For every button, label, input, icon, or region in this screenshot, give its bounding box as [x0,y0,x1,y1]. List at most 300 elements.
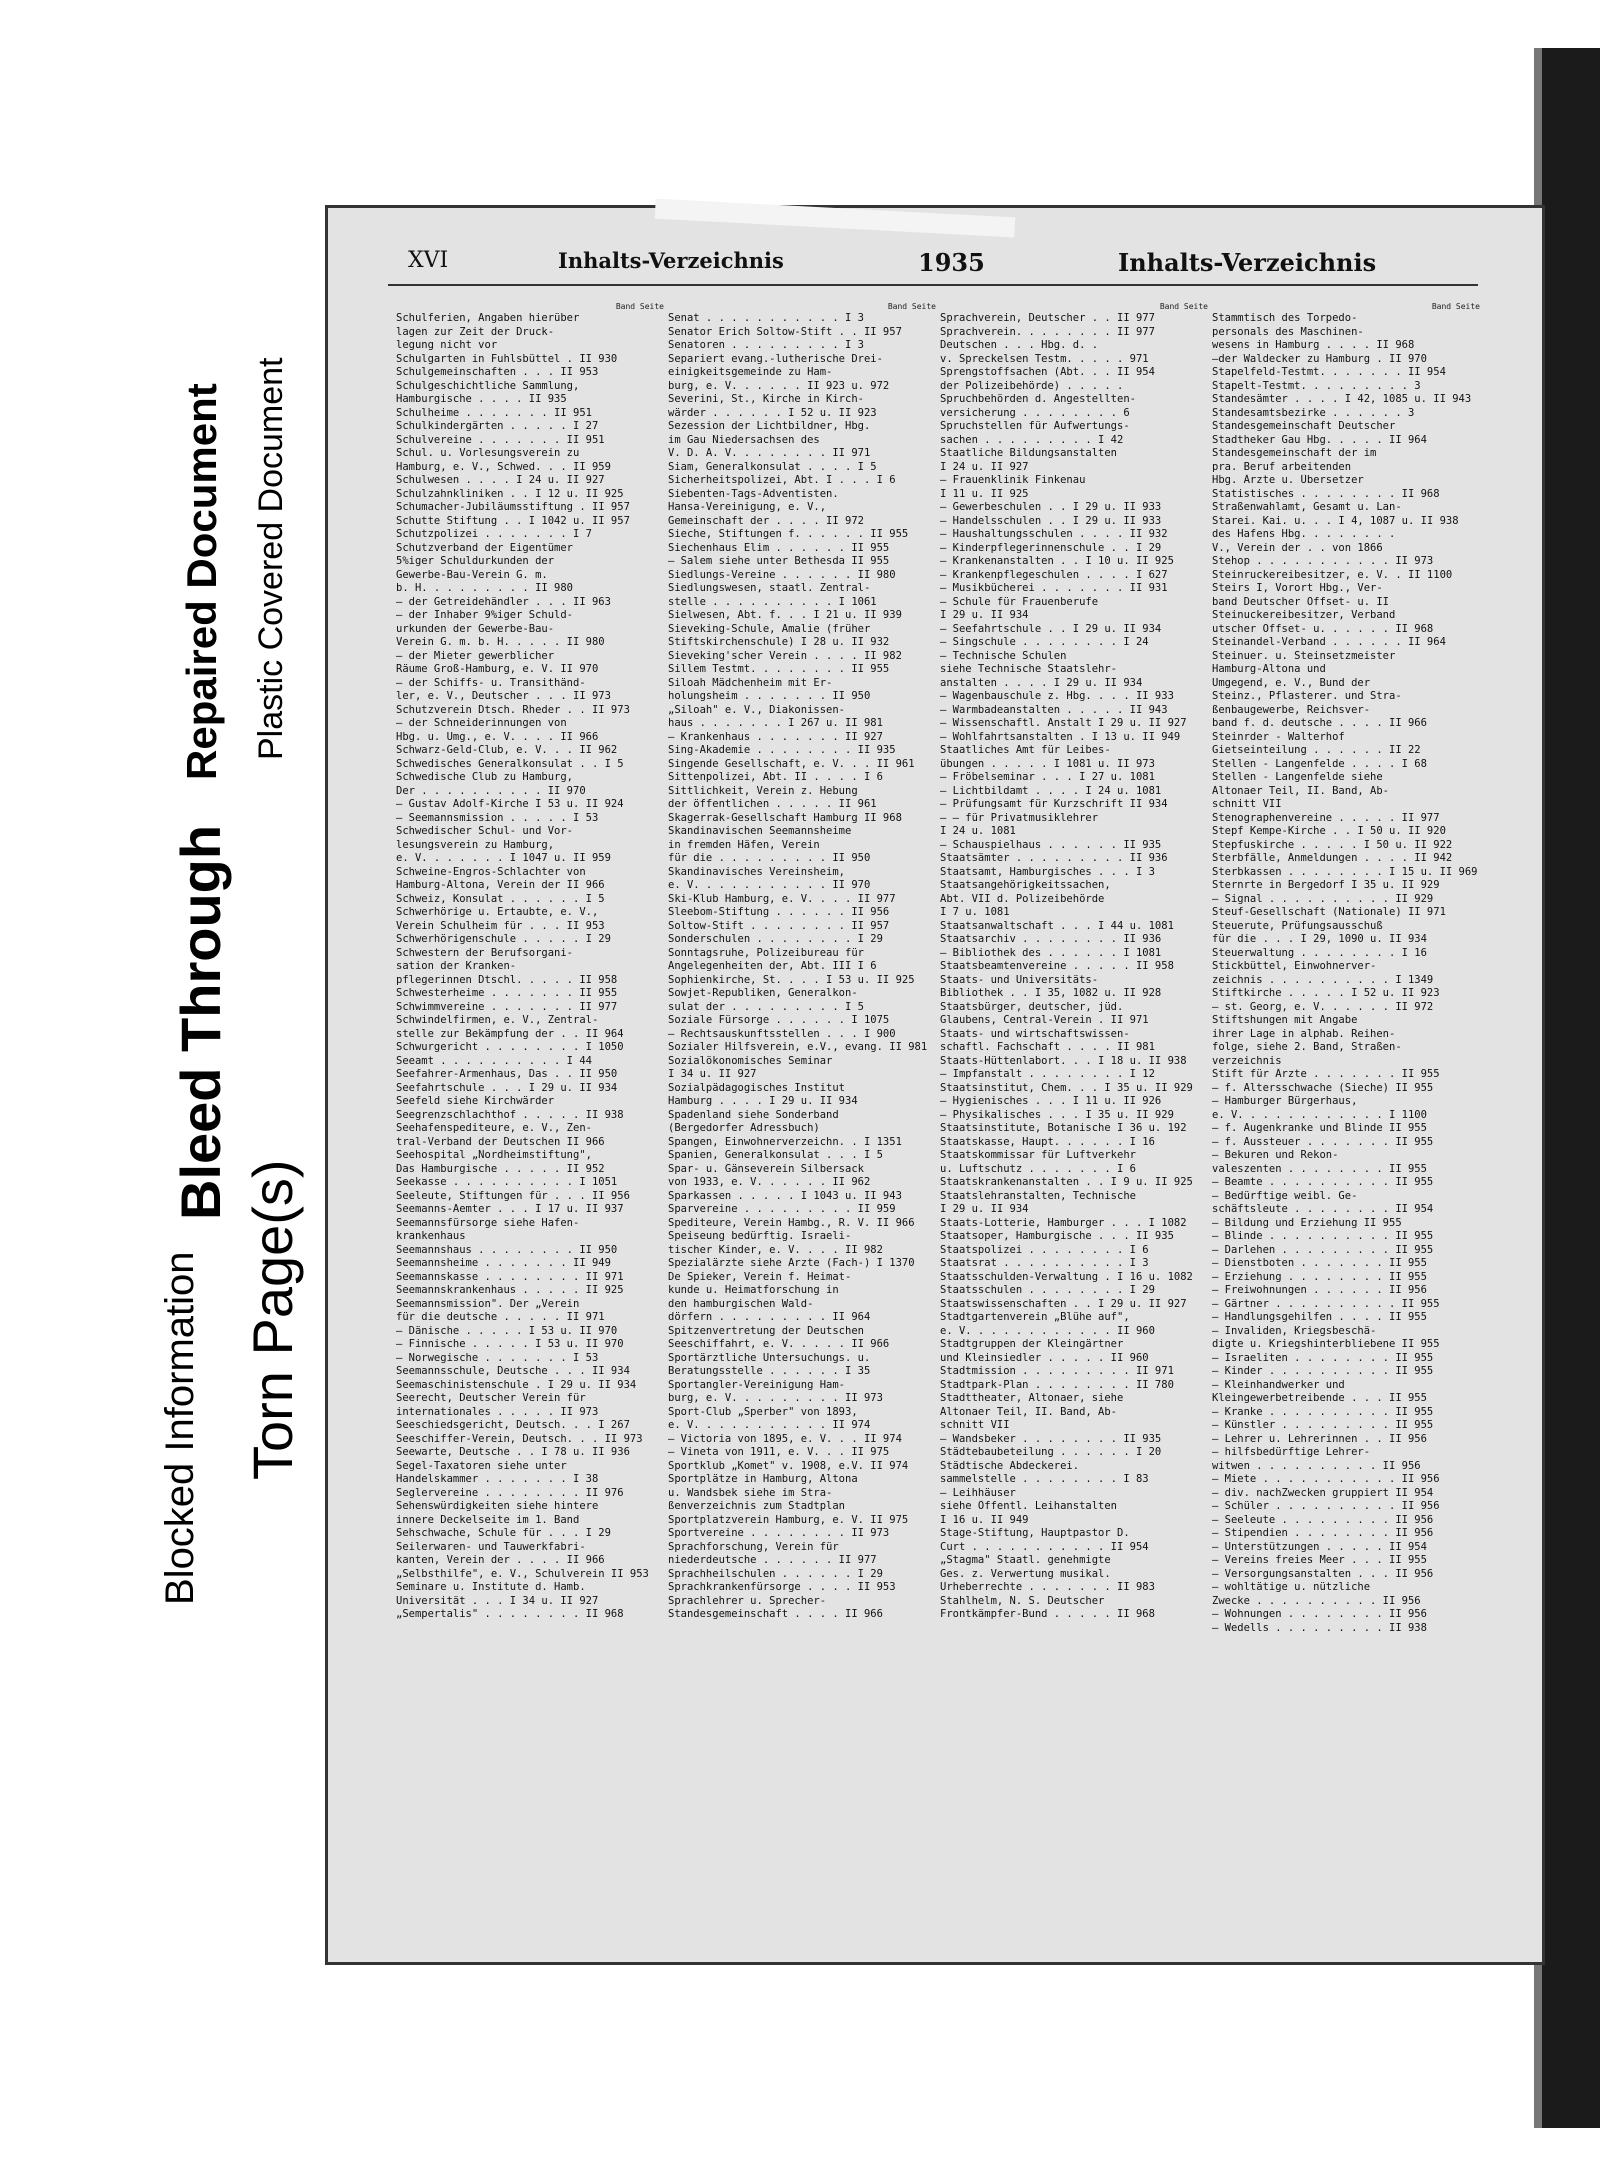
index-entry: dörfern . . . . . . . . . II 964 [668,1311,871,1323]
index-entry: — Invaliden, Kriegsbeschä- [1212,1324,1377,1337]
index-entry: I 24 u. II 927 [940,460,1029,473]
index-entry: Staatsarchiv . . . . . . . . II 936 [940,933,1162,945]
page-title-left: Inhalts-Verzeichnis [558,248,784,273]
index-entry: im Gau Niedersachsen des [668,433,820,446]
index-entry: zeichnis . . . . . . . . . . I 1349 [1212,973,1434,986]
index-entry: Siedlungs-Vereine . . . . . . II 980 [668,568,896,581]
index-entry: Schulferien, Angaben hierüber [396,312,580,324]
index-entry: Standesgemeinschaft der im [1212,447,1377,459]
index-entry: Steinz., Pflasterer. und Stra- [1212,690,1402,702]
index-entry: Schwedischer Schul- und Vor- [396,825,574,837]
index-entry: Seehafenspediteure, e. V., Zen- [396,1122,592,1134]
index-entry: Staatskasse, Haupt. . . . . . I 16 [940,1135,1155,1148]
band-seite-heading: Band Seite [1159,302,1208,311]
index-entry: Staatspolizei . . . . . . . . I 6 [940,1243,1149,1256]
index-entry: Stiftshungen mit Angabe [1212,1014,1358,1026]
index-entry: „Stagma" Staatl. genehmigte [940,1554,1111,1566]
index-entry: Sozialökonomisches Seminar [668,1054,833,1067]
index-entry: Stiftskirchenschule) I 28 u. II 932 [668,636,890,648]
index-entry: Seminare u. Institute d. Hamb. [396,1581,586,1593]
index-entry: Sozialpädagogisches Institut [668,1081,846,1094]
header-rule [388,284,1478,286]
index-entry: — f. Altersschwache (Sieche) II 955 [1212,1081,1434,1094]
index-entry: Deutschen . . . Hbg. d. . [940,339,1099,351]
index-entry: Hamburg . . . . I 29 u. II 934 [668,1095,858,1107]
index-entry: ihrer Lage in alphab. Reihen- [1212,1027,1396,1040]
index-entry: Schulgarten in Fuhlsbüttel . II 930 [396,352,618,365]
index-entry: Gemeinschaft der . . . . II 972 [668,514,864,527]
index-entry: Ski-Klub Hamburg, e. V. . . . II 977 [668,892,896,905]
index-entry: Stadtpark-Plan . . . . . . . . II 780 [940,1378,1174,1391]
index-entry: Städtebaubeteilung . . . . . . I 20 [940,1446,1162,1458]
index-entry: Staatsschulen . . . . . . . . I 29 [940,1284,1155,1296]
page-title-right: Inhalts-Verzeichnis [1118,248,1377,277]
index-entry: Ges. z. Verwertung musikal. [940,1567,1111,1580]
index-entry: utscher Offset- u. . . . . . II 968 [1212,622,1434,635]
index-entry: Staatsamt, Hamburgisches . . . I 3 [940,865,1155,878]
index-entry: — div. nachZwecken gruppiert II 954 [1212,1486,1434,1499]
index-entry: Sportplatzverein Hamburg, e. V. II 975 [668,1513,909,1526]
index-entry: — der Getreidehändler . . . II 963 [396,595,611,608]
index-entry: Spruchstellen für Aufwertungs- [940,420,1130,432]
index-entry: Sillem Testmt. . . . . . . . II 955 [668,663,890,675]
index-entry: schnitt VII [940,1419,1010,1431]
index-entry: Schulwesen . . . . I 24 u. II 927 [396,474,605,486]
index-entry: Schulgemeinschaften . . . II 953 [396,366,599,378]
index-entry: Steinandel-Verband . . . . . . II 964 [1212,636,1446,648]
index-entry: Sprachverein, Deutscher . . II 977 [940,312,1155,324]
index-entry: valeszenten . . . . . . . . II 955 [1212,1162,1427,1175]
band-seite-heading: Band Seite [887,302,936,311]
index-entry: Sport-Club „Sperber" von 1893, [668,1405,858,1418]
index-entry: schaftl. Fachschaft . . . . II 981 [940,1041,1155,1053]
index-entry: V., Verein der . . von 1866 [1212,541,1383,554]
index-entry: Standesämter . . . . I 42, 1085 u. II 943 [1212,393,1472,405]
index-entry: kunde u. Heimatforschung in [668,1284,839,1296]
index-entry: b. H. . . . . . . . . II 980 [396,582,574,594]
index-entry: ßenbaugewerbe, Reichsver- [1212,703,1371,716]
index-entry: Gewerbe-Bau-Verein G. m. [396,568,548,581]
index-entry: Seekasse . . . . . . . . . . I 1051 [396,1176,618,1188]
index-entry: — Bibliothek des . . . . . . I 1081 [940,946,1162,959]
index-entry: — Gärtner . . . . . . . . . . II 955 [1212,1297,1440,1310]
label-torn-pages: Torn Page(s) [241,1159,304,1480]
index-entry: Stadttheater, Altonaer, siehe [940,1392,1124,1404]
index-entry: Sowjet-Republiken, Generalkon- [668,987,858,999]
index-entry: Schwurgericht . . . . . . . . I 1050 [396,1041,624,1053]
index-entry: Seewarte, Deutsche . . I 78 u. II 936 [396,1446,630,1458]
index-entry: — Stipendien . . . . . . . . II 956 [1212,1527,1434,1539]
index-entry: — Gustav Adolf-Kirche I 53 u. II 924 [396,798,624,810]
index-entry: — Krankenhaus . . . . . . . II 927 [668,730,883,743]
index-entry: — Bildung und Erziehung II 955 [1212,1216,1402,1229]
index-entry: — f. Aussteuer . . . . . . . II 955 [1212,1135,1434,1148]
index-entry: — der Schneiderinnungen von [396,717,567,729]
index-entry: Sprengstoffsachen (Abt. . . II 954 [940,366,1155,378]
index-entry: Sehschwache, Schule für . . . I 29 [396,1527,611,1539]
index-entry: Soltow-Stift . . . . . . . . II 957 [668,919,890,932]
index-entry: sachen . . . . . . . . . I 42 [940,433,1124,446]
index-entry: — Vereins freies Meer . . . II 955 [1212,1554,1427,1566]
index-entry: u. Wandsbek siehe im Stra- [668,1486,833,1499]
index-entry: e. V. . . . . . . I 1047 u. II 959 [396,852,611,864]
index-entry: Hamburg, e. V., Schwed. . . II 959 [396,460,611,473]
index-entry: Seefahrer-Armenhaus, Das . . II 950 [396,1068,618,1080]
index-entry: Schwimmvereine . . . . . . . II 977 [396,1000,618,1013]
index-entry: Sielwesen, Abt. f. . . I 21 u. II 939 [668,609,902,621]
index-entry: I 29 u. II 934 [940,609,1029,621]
index-entry: Seemannsfürsorge siehe Hafen- [396,1216,580,1229]
index-entry: — Dienstboten . . . . . . . II 955 [1212,1257,1427,1269]
index-entry: pflegerinnen Dtschl. . . . . II 958 [396,973,618,986]
index-entry: De Spieker, Verein f. Heimat- [668,1270,852,1283]
index-entry: Singende Gesellschaft, e. V. . . II 961 [668,757,915,770]
index-entry: verzeichnis [1212,1054,1282,1067]
index-entry: Glaubens, Central-Verein . II 971 [940,1014,1149,1026]
index-entry: Sportvereine . . . . . . . . II 973 [668,1527,890,1539]
index-entry: V. D. A. V. . . . . . . . II 971 [668,447,871,459]
index-entry: — Handlungsgehilfen . . . . II 955 [1212,1311,1427,1323]
index-entry: — Lehrer u. Lehrerinnen . . II 956 [1212,1432,1427,1445]
index-entry: Staatswissenschaften . . I 29 u. II 927 [940,1297,1187,1310]
index-entry: — Freiwohnungen . . . . . . II 956 [1212,1284,1427,1296]
label-repaired-document: Repaired Document [178,383,225,780]
index-entry: kanten, Verein der . . . . II 966 [396,1554,605,1566]
index-entry: Staatskrankenanstalten . . I 9 u. II 925 [940,1176,1193,1188]
index-entry: Seemannskrankenhaus . . . . . II 925 [396,1284,624,1296]
label-plastic-covered: Plastic Covered Document [252,357,290,760]
index-entry: I 16 u. II 949 [940,1513,1029,1526]
index-entry: Sprachkrankenfürsorge . . . . II 953 [668,1581,896,1593]
index-entry: Sterbkassen . . . . . . . . I 15 u. II 969 [1212,865,1478,878]
index-entry: Stenographenvereine . . . . . II 977 [1212,811,1440,824]
index-entry: Sonderschulen . . . . . . . . I 29 [668,933,883,945]
index-entry: Kleingewerbetreibende . . . II 955 [1212,1392,1427,1404]
index-entry: Schwindelfirmen, e. V., Zentral- [396,1014,599,1026]
index-entry: I 24 u. 1081 [940,825,1016,837]
index-entry: Staatliche Bildungsanstalten [940,447,1118,459]
index-entry: — Technische Schulen [940,649,1067,662]
index-entry: sation der Kranken- [396,960,517,972]
index-entry: Staatsbeamtenvereine . . . . . II 958 [940,960,1174,972]
index-entry: Sicherheitspolizei, Abt. I . . . I 6 [668,474,896,486]
index-entry: lagen zur Zeit der Druck- [396,325,555,338]
index-entry: siehe Technische Staatslehr- [940,663,1118,675]
index-entry: — Wandsbeker . . . . . . . . II 935 [940,1432,1162,1445]
index-entry: Schutte Stiftung . . I 1042 u. II 957 [396,514,630,527]
index-entry: Handelskammer . . . . . . . I 38 [396,1473,599,1485]
index-entry: Skagerrak-Gesellschaft Hamburg II 968 [668,811,902,824]
index-entry: Steinrder - Walterhof [1212,730,1345,743]
index-entry: — Wohlfahrtsanstalten . I 13 u. II 949 [940,730,1181,743]
index-entry: Schweine-Engros-Schlachter von [396,865,586,878]
index-entry: Seemannsmission". Der „Verein [396,1297,580,1310]
index-entry: „Sempertalis" . . . . . . . . II 968 [396,1608,624,1620]
index-entry: — Kinder . . . . . . . . . . II 955 [1212,1365,1434,1377]
index-entry: Sleebom-Stiftung . . . . . . II 956 [668,906,890,918]
index-entry: — Haushaltungsschulen . . . . II 932 [940,528,1168,540]
index-entry: — der Inhaber 9%iger Schuld- [396,609,574,621]
index-entry: Statistisches . . . . . . . . II 968 [1212,487,1440,500]
index-entry: der öffentlichen . . . . . II 961 [668,798,877,810]
index-entry: personals des Maschinen- [1212,325,1364,338]
index-entry: von 1933, e. V. . . . . . II 962 [668,1176,871,1188]
index-entry: Sportangler-Vereinigung Ham- [668,1378,846,1391]
index-entry: — Musikbücherei . . . . . . . II 931 [940,582,1168,594]
index-entry: — Schauspielhaus . . . . . . II 935 [940,838,1162,851]
index-entry: Siedlungswesen, staatl. Zentral- [668,582,871,594]
index-entry: — Kranke . . . . . . . . . . II 955 [1212,1405,1434,1418]
index-entry: Universität . . . I 34 u. II 927 [396,1594,599,1607]
index-entry: sammelstelle . . . . . . . . I 83 [940,1473,1149,1485]
index-entry: — Hygienisches . . . I 11 u. II 926 [940,1095,1162,1107]
index-entry: Soziale Fürsorge . . . . . . I 1075 [668,1014,890,1026]
index-entry: Sonntagsruhe, Polizeibureau für [668,946,864,959]
index-entry: Staatsschulden-Verwaltung . I 16 u. 1082 [940,1270,1193,1283]
index-entry: Sieche, Stiftungen f. . . . . . II 955 [668,528,909,540]
index-entry: — der Schiffs- u. Transithänd- [396,676,586,689]
index-entry: band f. d. deutsche . . . . II 966 [1212,717,1427,729]
index-entry: des Hafens Hbg. . . . . . . . [1212,528,1396,540]
index-entry: — Dänische . . . . . I 53 u. II 970 [396,1324,618,1337]
index-entry: v. Spreckelsen Testm. . . . . 971 [940,352,1149,365]
index-entry: Staatsinstitut, Chem. . . I 35 u. II 929 [940,1081,1193,1094]
index-entry: — Seemannsmission . . . . . I 53 [396,811,599,824]
index-entry: — Wedells . . . . . . . . . II 938 [1212,1621,1427,1634]
page-year: 1935 [918,248,985,277]
index-entry: Staatslehranstalten, Technische [940,1189,1136,1202]
index-entry: internationales . . . . . II 973 [396,1405,599,1418]
index-entry: stelle zur Bekämpfung der . . II 964 [396,1027,624,1040]
index-entry: Sportärztliche Untersuchungs. u. [668,1351,871,1364]
index-entry: für die . . . . . . . . . II 950 [668,852,871,864]
index-entry: holungsheim . . . . . . . II 950 [668,690,871,702]
document-page [325,205,1545,1965]
index-entry: Seglervereine . . . . . . . . II 976 [396,1486,624,1499]
index-entry: Schwedische Club zu Hamburg, [396,771,574,783]
index-entry: und Kleinsiedler . . . . . II 960 [940,1351,1149,1364]
index-entry: Seefeld siehe Kirchwärder [396,1095,555,1107]
index-entry: Staats-Lotterie, Hamburger . . . I 1082 [940,1216,1187,1229]
index-entry: Sprachheilschulen . . . . . . I 29 [668,1567,883,1580]
index-entry: Schulvereine . . . . . . . II 951 [396,433,605,446]
index-column-1 [396,300,664,1920]
index-entry: Standesgemeinschaft . . . . II 966 [668,1608,883,1620]
index-entry: tral-Verband der Deutschen II 966 [396,1135,605,1148]
index-entry: Severini, St., Kirche in Kirch- [668,393,864,405]
index-entry: Staatsrat . . . . . . . . . . I 3 [940,1257,1149,1269]
index-entry: Stadtgruppen der Kleingärtner [940,1338,1124,1350]
index-entry: Staatsinstitute, Botanische I 36 u. 192 [940,1122,1187,1134]
index-entry: Sozialer Hilfsverein, e.V., evang. II 981 [668,1041,928,1053]
index-entry: Siam, Generalkonsulat . . . . I 5 [668,460,877,473]
index-entry: — Krankenanstalten . . I 10 u. II 925 [940,555,1174,567]
index-entry: Staats-Hüttenlabort. . . I 18 u. II 938 [940,1054,1187,1067]
index-entry: Stammtisch des Torpedo- [1212,312,1358,324]
index-entry: Seefahrtschule . . . I 29 u. II 934 [396,1081,618,1094]
index-entry: Stepfuskirche . . . . . I 50 u. II 922 [1212,838,1453,851]
index-entry: Skandinavisches Vereinsheim, [668,865,846,878]
index-entry: Spezialärzte siehe Ärzte (Fach-) I 1370 [668,1257,915,1269]
index-entry: — Singschule . . . . . . . . I 24 [940,636,1149,648]
index-entry: Seemanns-Aemter . . . I 17 u. II 937 [396,1203,624,1215]
index-entry: Seeschiedsgericht, Deutsch. . . I 267 [396,1419,630,1431]
index-entry: — Miete . . . . . . . . . . . II 956 [1212,1473,1440,1485]
index-entry: sulat der . . . . . . . . . I 5 [668,1000,864,1013]
index-entry: Seemannsheime . . . . . . . II 949 [396,1257,611,1269]
index-entry: anstalten . . . . I 29 u. II 934 [940,676,1143,689]
index-entry: Sprachlehrer u. Sprecher- [668,1594,827,1607]
band-seite-heading: Band Seite [615,302,664,311]
index-entry: Seemannskasse . . . . . . . . II 971 [396,1270,624,1283]
index-entry: Spruchbehörden d. Angestellten- [940,393,1136,405]
index-entry: Staats- und wirtschaftswissen- [940,1027,1130,1040]
index-entry: —der Waldecker zu Hamburg . II 970 [1212,352,1427,365]
index-entry: Sehenswürdigkeiten siehe hintere [396,1500,599,1512]
index-entry: wesens in Hamburg . . . . II 968 [1212,339,1415,351]
index-entry: Spangen, Einwohnerverzeichn. . I 1351 [668,1135,902,1148]
index-entry: „Siloah" e. V., Diakonissen- [668,703,846,716]
index-entry: Beratungsstelle . . . . . . I 35 [668,1365,871,1377]
index-entry: Umgegend, e. V., Bund der [1212,676,1371,689]
index-entry: Altonaer Teil, II. Band, Ab- [940,1405,1118,1418]
scan-dark-edge [1538,48,1600,2128]
index-entry: e. V. . . . . . . . . . . II 974 [668,1419,871,1431]
index-entry: — Hamburger Bürgerhaus, [1212,1095,1358,1107]
index-entry: Spanien, Generalkonsulat . . . I 5 [668,1149,883,1161]
index-entry: I 11 u. II 925 [940,487,1029,500]
index-entry: — Unterstützungen . . . . . II 954 [1212,1540,1427,1553]
band-seite-heading: Band Seite [1431,302,1480,311]
index-entry: Das Hamburgische . . . . . II 952 [396,1162,605,1175]
index-entry: Stellen - Langenfelde . . . . I 68 [1212,757,1427,770]
index-entry: haus . . . . . . . I 267 u. II 981 [668,717,883,729]
index-entry: Seeschiffahrt, e. V. . . . . II 966 [668,1338,890,1350]
index-entry: Schwesterheime . . . . . . . II 955 [396,987,618,999]
index-entry: Schweiz, Konsulat . . . . . . I 5 [396,892,605,905]
index-entry: Sparkassen . . . . . I 1043 u. II 943 [668,1189,902,1202]
index-entry: — Gewerbeschulen . . I 29 u. II 933 [940,501,1162,513]
index-entry: — Norwegische . . . . . . . I 53 [396,1351,599,1364]
index-entry: — Fröbelseminar . . . I 27 u. 1081 [940,771,1155,783]
index-entry: innere Deckelseite im 1. Band [396,1513,580,1526]
index-entry: Staats- und Universitäts- [940,973,1099,986]
index-entry: Senatoren . . . . . . . . . I 3 [668,339,864,351]
index-entry: — Signal . . . . . . . . . . II 929 [1212,892,1434,905]
index-entry: Seeamt . . . . . . . . . . I 44 [396,1054,592,1067]
index-entry: Schwarz-Geld-Club, e. V. . . II 962 [396,744,618,756]
index-entry: Städtische Abdeckerei. [940,1459,1080,1472]
index-entry: Stapelfeld-Testmt. . . . . . . II 954 [1212,366,1446,378]
index-entry: folge, siehe 2. Band, Straßen- [1212,1041,1402,1053]
index-entry: — Bekuren und Rekon- [1212,1149,1339,1161]
index-entry: 5%iger Schuldurkunden der [396,555,555,567]
index-entry: — Salem siehe unter Bethesda II 955 [668,555,890,567]
index-entry: Spadenland siehe Sonderband [668,1108,839,1121]
index-entry: — Bedürftige weibl. Ge- [1212,1189,1358,1202]
index-entry: u. Luftschutz . . . . . . . I 6 [940,1162,1136,1175]
index-entry: — Erziehung . . . . . . . . II 955 [1212,1270,1427,1283]
index-entry: Seegrenzschlachthof . . . . . II 938 [396,1108,624,1121]
index-entry: Stepf Kempe-Kirche . . I 50 u. II 920 [1212,825,1446,837]
index-entry: in fremden Häfen, Verein [668,838,820,851]
index-entry: Stickbüttel, Einwohnerver- [1212,960,1377,972]
index-entry: Zwecke . . . . . . . . . . II 956 [1212,1594,1421,1607]
index-column-3 [940,300,1208,1920]
index-entry: Urheberrechte . . . . . . . II 983 [940,1581,1155,1593]
index-entry: Stift für Ärzte . . . . . . . II 955 [1212,1068,1440,1080]
index-entry: Verein Schulheim für . . . II 953 [396,919,605,932]
index-entry: Frontkämpfer-Bund . . . . . II 968 [940,1608,1155,1620]
index-entry: Segel-Taxatoren siehe unter [396,1459,567,1472]
index-entry: Staatsämter . . . . . . . . . II 936 [940,852,1168,864]
index-entry: — Wohnungen . . . . . . . . II 956 [1212,1608,1427,1620]
index-entry: — Handelsschulen . . I 29 u. II 933 [940,514,1162,527]
index-entry: — Prüfungsamt für Kurzschrift II 934 [940,798,1168,810]
index-entry: urkunden der Gewerbe-Bau- [396,622,555,635]
index-entry: burg, e. V. . . . . . II 923 u. 972 [668,379,890,392]
index-entry: Standesgemeinschaft Deutscher [1212,420,1396,432]
index-entry: Sophienkirche, St. . . . I 53 u. II 925 [668,973,915,986]
index-entry: Sieveking-Schule, Amalie (früher [668,622,871,635]
index-entry: — Versorgungsanstalten . . . II 956 [1212,1567,1434,1580]
index-entry: Hamburg-Altona und [1212,663,1326,675]
index-entry: Sprachverein. . . . . . . . II 977 [940,325,1155,338]
index-entry: — — für Privatmusiklehrer [940,811,1099,824]
index-entry: Seemannshaus . . . . . . . . II 950 [396,1243,618,1256]
index-entry: Seilerwaren- und Tauwerkfabri- [396,1540,586,1553]
index-entry: Curt . . . . . . . . . . . II 954 [940,1540,1149,1553]
index-entry: — Beamte . . . . . . . . . . II 955 [1212,1176,1434,1188]
index-entry: Hamburg-Altona, Verein der II 966 [396,879,605,891]
index-entry: Schulheime . . . . . . . II 951 [396,406,592,419]
index-entry: — Leihhäuser [940,1486,1016,1499]
index-entry: Sittenpolizei, Abt. II . . . . I 6 [668,771,883,783]
index-entry: stelle . . . . . . . . . . I 1061 [668,595,877,608]
index-entry: Standesamtsbezirke . . . . . . 3 [1212,406,1415,419]
index-entry: Seehospital „Nordheimstiftung", [396,1149,592,1161]
index-entry: burg, e. V. . . . . . . . . II 973 [668,1392,883,1404]
index-entry: pra. Beruf arbeitenden [1212,460,1352,473]
index-entry: Schutzverband der Eigentümer [396,541,574,554]
index-entry: wärder . . . . . . I 52 u. II 923 [668,406,877,419]
index-entry: Starei. Kai. u. . . I 4, 1087 u. II 938 [1212,514,1459,527]
index-entry: Steirs I, Vorort Hbg., Ver- [1212,582,1383,594]
index-entry: Angelegenheiten der, Abt. III I 6 [668,960,877,972]
index-entry: — Kleinhandwerker und [1212,1378,1345,1391]
index-entry: — Wissenschaftl. Anstalt I 29 u. II 927 [940,717,1187,729]
index-entry: Schwestern der Berufsorgani- [396,946,574,959]
index-entry: — Schule für Frauenberufe [940,595,1099,608]
label-bleed-through: Bleed Through [169,824,232,1220]
index-entry: Skandinavischen Seemannsheime [668,825,852,837]
index-entry: witwen . . . . . . . . . . II 956 [1212,1459,1421,1472]
index-entry: Schwedisches Generalkonsulat . . I 5 [396,757,624,770]
index-entry: digte u. Kriegshinterbliebene II 955 [1212,1338,1440,1350]
index-entry: — Seeleute . . . . . . . . . II 956 [1212,1513,1434,1526]
index-entry: — Vineta von 1911, e. V. . . II 975 [668,1446,890,1458]
index-entry: Schulgeschichtliche Sammlung, [396,379,580,392]
index-entry: tischer Kinder, e. V. . . . II 982 [668,1243,883,1256]
index-entry: Gietseinteilung . . . . . . II 22 [1212,744,1421,756]
index-entry: — f. Augenkranke und Blinde II 955 [1212,1122,1427,1134]
index-entry: Sing-Akademie . . . . . . . . II 935 [668,744,896,756]
index-entry: legung nicht vor [396,339,498,351]
index-entry: für die deutsche . . . . . II 971 [396,1311,605,1323]
index-entry: Staatskommissar für Luftverkehr [940,1149,1136,1161]
index-entry: schnitt VII [1212,798,1282,810]
index-entry: Steinuckereibesitzer, Verband [1212,609,1396,621]
